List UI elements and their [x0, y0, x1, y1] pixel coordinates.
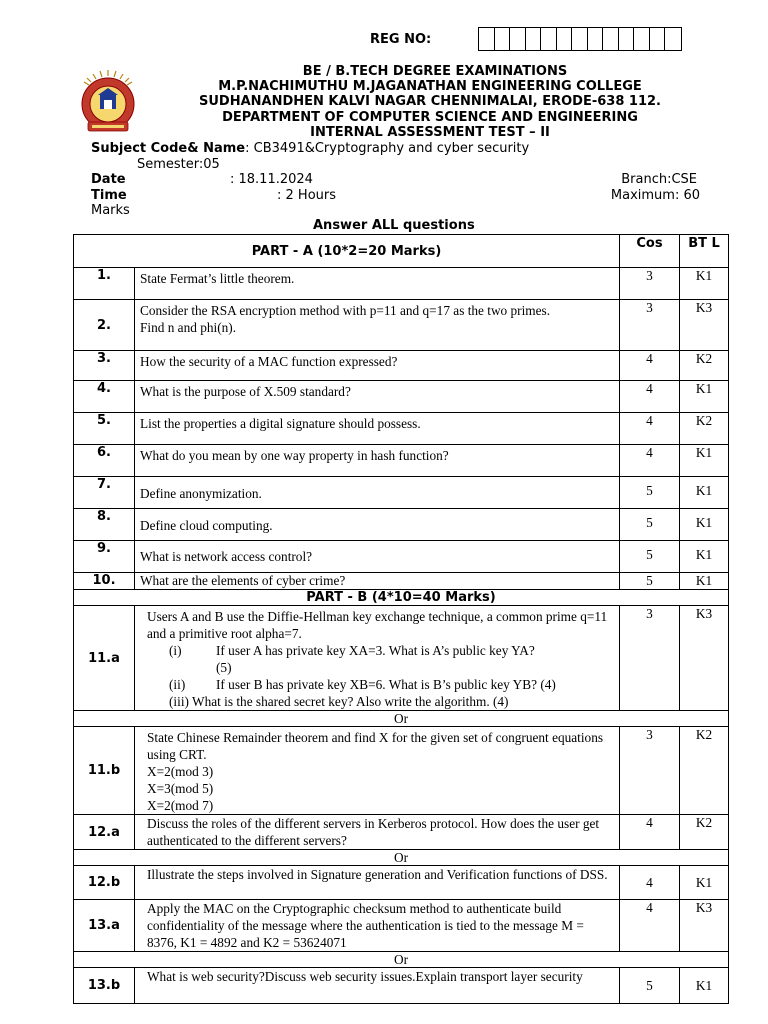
btl-value: K2 [680, 351, 729, 381]
sub-question-text: If user A has private key XA=3. What is A’s public key YA? [216, 643, 535, 658]
btl-header: BT L [680, 235, 729, 268]
question-text [135, 300, 620, 351]
question-text: What do you mean by one way property in hash function? [135, 445, 620, 477]
time-label: Time [91, 188, 127, 203]
co-value: 5 [620, 477, 680, 509]
question-text [135, 606, 620, 711]
reg-no-boxes[interactable] [478, 27, 682, 51]
table-row [74, 866, 729, 900]
btl-value: K3 [680, 606, 729, 711]
question-line: X=3(mod 5) [147, 781, 214, 796]
question-number: 11.a [74, 606, 135, 711]
co-value: 5 [620, 573, 680, 590]
question-number: 13.a [74, 900, 135, 952]
co-value: 4 [620, 815, 680, 850]
part-b-title: PART - B (4*10=40 Marks) [74, 590, 729, 606]
date-label: Date [91, 172, 126, 187]
table-row [74, 300, 729, 351]
btl-value: K1 [680, 268, 729, 300]
question-number: 13.b [74, 968, 135, 1004]
cos-header: Cos [620, 235, 680, 268]
question-text: What is the purpose of X.509 standard? [135, 381, 620, 413]
table-row [74, 900, 729, 952]
sub-question-number: (ii) [169, 677, 186, 692]
btl-value: K1 [680, 968, 729, 1004]
question-line: State Chinese Remainder theorem and find X for the given set of congruent equations using CRT. [147, 730, 604, 762]
part-a-title: PART - A (10*2=20 Marks) [74, 235, 620, 268]
question-line: X=2(mod 7) [147, 798, 214, 813]
question-text: Apply the MAC on the Cryptographic checksum method to authenticate build confidentiality of the message where the authentication is tied to the message M = 8376, K1 = 4892 and K2 = 53624071 [135, 900, 620, 952]
department-name: DEPARTMENT OF COMPUTER SCIENCE AND ENGINEERING [222, 110, 638, 125]
btl-value: K2 [680, 413, 729, 445]
question-number: 8. [74, 509, 135, 541]
table-row [74, 606, 729, 711]
co-value: 5 [620, 968, 680, 1004]
table-row [74, 541, 729, 573]
question-number: 9. [74, 541, 135, 573]
co-value: 4 [620, 351, 680, 381]
question-number: 4. [74, 381, 135, 413]
part-a-header-row [74, 235, 729, 268]
maximum-marks: Maximum: 60 [610, 188, 700, 203]
sub-question-number: (i) [169, 643, 182, 658]
question-text [135, 727, 620, 815]
subject-value: : CB3491&Cryptography and cyber security [245, 141, 530, 156]
question-number: 1. [74, 268, 135, 300]
or-row [74, 952, 729, 968]
table-row [74, 573, 729, 590]
btl-value: K2 [680, 727, 729, 815]
or-row [74, 711, 729, 727]
question-text: Discuss the roles of the different servers in Kerberos protocol. How does the user get authenticated to the different servers? [135, 815, 620, 850]
btl-value: K1 [680, 477, 729, 509]
instruction: Answer ALL questions [313, 218, 475, 233]
co-value: 4 [620, 866, 680, 900]
table-row [74, 727, 729, 815]
btl-value: K1 [680, 541, 729, 573]
question-number: 12.a [74, 815, 135, 850]
question-number: 11.b [74, 727, 135, 815]
exam-title: BE / B.TECH DEGREE EXAMINATIONS [302, 64, 568, 79]
college-address: SUDHANANDHEN KALVI NAGAR CHENNIMALAI, ERODE-638 112. [199, 94, 661, 109]
co-value: 3 [620, 727, 680, 815]
question-line: Consider the RSA encryption method with p=11 and q=17 as the two primes. [140, 303, 551, 318]
test-name: INTERNAL ASSESSMENT TEST – II [310, 125, 550, 140]
sub-question-number: (iii) [169, 694, 189, 709]
co-value: 5 [620, 509, 680, 541]
sub-question [147, 693, 614, 710]
question-line: X=2(mod 3) [147, 764, 214, 779]
btl-value: K1 [680, 573, 729, 590]
table-row [74, 477, 729, 509]
question-text: State Fermat’s little theorem. [135, 268, 620, 300]
question-number: 2. [74, 300, 135, 351]
time-value: : 2 Hours [277, 188, 337, 203]
question-number: 10. [74, 573, 135, 590]
college-logo [78, 68, 138, 134]
semester: Semester:05 [137, 157, 220, 172]
question-text: How the security of a MAC function expressed? [135, 351, 620, 381]
btl-value: K1 [680, 866, 729, 900]
or-row [74, 850, 729, 866]
question-text: List the properties a digital signature should possess. [135, 413, 620, 445]
or-label: Or [74, 952, 729, 968]
co-value: 5 [620, 541, 680, 573]
question-number: 3. [74, 351, 135, 381]
question-text: What is web security?Discuss web security issues.Explain transport layer security [135, 968, 620, 1004]
subject-label: Subject Code& Name [91, 141, 246, 156]
table-row [74, 268, 729, 300]
table-row [74, 413, 729, 445]
marks-label: Marks [91, 203, 130, 218]
btl-value: K3 [680, 300, 729, 351]
question-number: 5. [74, 413, 135, 445]
co-value: 3 [620, 300, 680, 351]
btl-value: K1 [680, 381, 729, 413]
or-label: Or [74, 711, 729, 727]
question-text: What is network access control? [135, 541, 620, 573]
question-text: Define cloud computing. [135, 509, 620, 541]
table-row [74, 968, 729, 1004]
question-table [73, 234, 729, 1004]
table-row [74, 445, 729, 477]
question-text: Define anonymization. [135, 477, 620, 509]
sub-question-continuation: (5) [216, 660, 232, 675]
table-row [74, 351, 729, 381]
question-number: 6. [74, 445, 135, 477]
question-line: Find n and phi(n). [140, 320, 237, 335]
college-name: M.P.NACHIMUTHU M.JAGANATHAN ENGINEERING COLLEGE [218, 79, 642, 94]
sub-question-text: If user B has private key XB=6. What is B’s public key YB? (4) [216, 677, 556, 692]
question-number: 12.b [74, 866, 135, 900]
question-text: What are the elements of cyber crime? [135, 573, 620, 590]
part-b-header-row [74, 590, 729, 606]
btl-value: K3 [680, 900, 729, 952]
sub-question [147, 642, 614, 659]
btl-value: K1 [680, 509, 729, 541]
sub-question-text: What is the shared secret key? Also write the algorithm. (4) [192, 694, 509, 709]
co-value: 3 [620, 606, 680, 711]
table-row [74, 381, 729, 413]
table-row [74, 815, 729, 850]
table-row [74, 509, 729, 541]
subject-line [91, 141, 529, 157]
co-value: 4 [620, 413, 680, 445]
or-label: Or [74, 850, 729, 866]
question-number: 7. [74, 477, 135, 509]
btl-value: K1 [680, 445, 729, 477]
co-value: 4 [620, 445, 680, 477]
question-text: Illustrate the steps involved in Signature generation and Verification functions of DSS. [135, 866, 620, 900]
co-value: 4 [620, 900, 680, 952]
reg-no-label: REG NO: [370, 32, 432, 47]
date-value: : 18.11.2024 [230, 172, 313, 187]
question-line: Users A and B use the Diffie-Hellman key exchange technique, a common prime q=11 and a primitive root alpha=7. [147, 609, 608, 641]
branch: Branch:CSE [621, 172, 697, 187]
co-value: 3 [620, 268, 680, 300]
btl-value: K2 [680, 815, 729, 850]
sub-question [147, 676, 614, 693]
co-value: 4 [620, 381, 680, 413]
